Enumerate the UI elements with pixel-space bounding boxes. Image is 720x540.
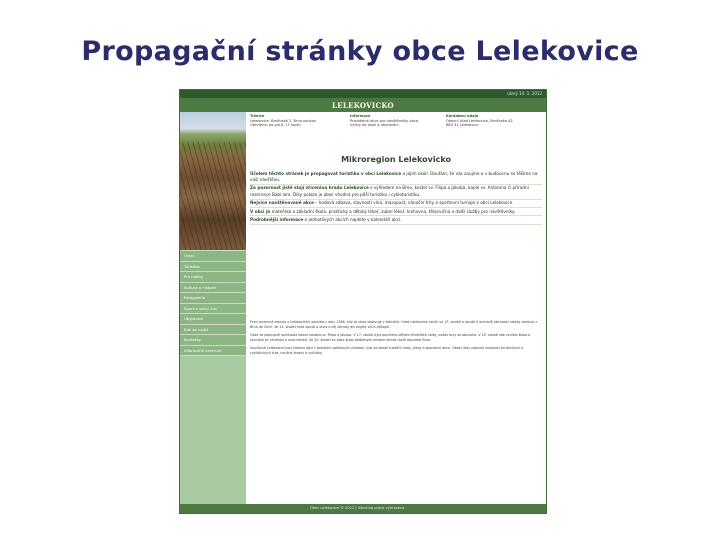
website-screenshot [179,89,547,514]
footer-text: Obec Lelekovice © 2012 | Všechna práva vyhrazena [310,506,405,510]
contact-section [250,114,542,144]
content-paragraph [250,208,542,216]
top-strip [180,90,546,98]
paragraph-text: s výhledem na Brno, kostel sv. Filipa a Jakuba, kaple sv. Antonína či přírodní rezervace Babí lom. Díky poloze je obec vhodná pro pěší turistiku i cykloturistiku. [250,185,529,197]
paragraph-lead: Podrobnější informace [250,216,304,222]
contact-line: Pravidelné akce pro návštěvníky obce, [350,118,420,123]
paragraph-text: – hodová zábava, slavnosti vína, masopust, vánoční trhy a sportovní turnaje v obci Lelekovice. [313,200,514,206]
date-text: úterý 14. 1. 2012 [507,91,542,96]
paragraph-text: a jejím okolí. Doufám, že vás zaujme a v budoucnu se těšíme na vaši návštěvu. [250,170,538,182]
contact-label: Tržnice [250,114,265,118]
nav-item-kontakty[interactable]: Kontakty [180,335,246,346]
paragraph-text: mateřská a základní škola, praktický a dětský lékař, zubní lékař, knihovna, tělocvična a další služby pro návštěvníky. [270,208,516,214]
paragraph-lead: Za pozornost jistě stojí zřícenina hradu Lelekovice [250,185,369,191]
sidebar-nav [180,250,246,513]
history-section [250,320,542,359]
nav-item-info-centrum[interactable]: Informační centrum [180,346,246,357]
contact-block [350,114,442,128]
contact-line: Otevřeno: po–pá 8–17 hodin [250,123,301,128]
paragraph-lead: Nejvíce navštěvované akce [250,200,314,206]
content-paragraph [250,185,542,200]
paragraph-lead: Účelem těchto stránek je propagovat turistiku v obci Lelekovice [250,170,402,176]
nav-item-kultura[interactable]: Kultura a historie [180,283,246,294]
contact-line: Lelekovice, Brněnská 2, Brno-venkov [250,118,317,123]
header-bar [180,98,546,112]
slide-title: Propagační stránky obce Lelekovice [81,36,639,67]
nav-item-ubytovani[interactable]: Ubytování [180,314,246,325]
contact-label: Informace [350,114,371,118]
main-content [250,170,542,225]
contact-block [446,114,542,128]
contact-label: Kontaktní údaje [446,114,479,118]
page-heading: Mikroregion Lelekovicko [341,155,451,164]
contact-line: výlety do okolí a ubytování [350,123,399,128]
content-paragraph [250,200,542,208]
nav-item-kde-se-najist[interactable]: Kde se najíst [180,325,246,336]
site-footer [180,504,546,513]
contact-line: Obecní úřad Lelekovice, Brněnská 42, [446,118,514,123]
contact-line: 664 31 Lelekovice [446,123,479,128]
history-paragraph: První písemná zmínka o Lelekovicích pochází z roku 1288, kdy se obec objevuje v listinách. Hrad Lelekovice vznikl ve 13. století a sloužil k ochraně obchodní stezky vedoucí z Brna do Čech. Ve 14. století hrad zpustl a dnes z něj zbývají jen zbytky zdí a příkopů. [250,320,538,329]
nav-item-turistika[interactable]: Turistika [180,262,246,273]
content-paragraph [250,216,542,224]
history-paragraph: Současné Lelekovice jsou klidnou obcí s bohatým spolkovým životem, kde se konají tradiční hody, plesy a sportovní akce. Okolní lesy nabízejí množství turistických a cyklistických tras, naučné stezky a vyhlídky. [250,346,523,355]
paragraph-lead: V obci je [250,208,271,214]
nav-item-pro-rodiny[interactable]: Pro rodiny [180,272,246,283]
nav-item-fotogalerie[interactable]: Fotogalerie [180,293,246,304]
history-paragraph: Obec se postupně rozrůstala kolem kostela sv. Filipa a Jakuba. V 17. století byla poničena během třicetileté války, avšak brzy se obnovila. V 19. století zde vznikla škola a rozvíjelo se vinařství a ovocnářství. Ve 20. století se obec stala oblíbeným místem letních bytů obyvatel Brna. [250,333,531,342]
field-photo [180,112,246,250]
site-logo[interactable]: LELEKOVICKO [332,101,394,110]
paragraph-text: o jednotlivých akcích najdete v kalendáři akcí. [303,216,402,222]
nav-item-uvod[interactable]: Úvod [180,250,246,262]
field-furrows [180,142,246,250]
content-paragraph [250,170,542,185]
nav-item-sport[interactable]: Sport a volný čas [180,304,246,315]
contact-block [250,114,348,128]
